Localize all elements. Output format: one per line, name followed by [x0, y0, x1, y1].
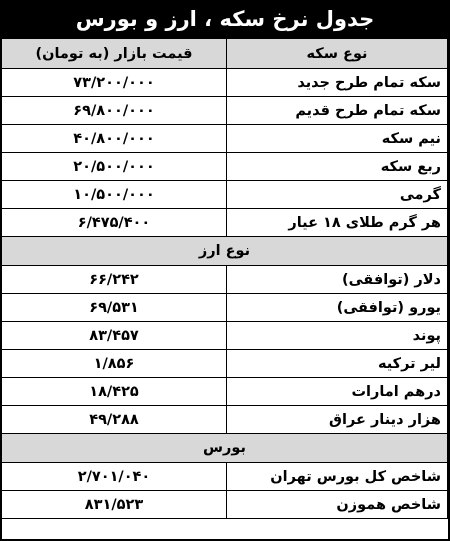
row-name: دلار (توافقی)	[227, 266, 448, 294]
currency-section-header	[2, 237, 448, 266]
row-value: ۶۶/۲۴۲	[2, 266, 227, 294]
table-row	[2, 294, 448, 322]
row-value: ۸۳۱/۵۲۳	[2, 491, 227, 519]
table-row	[2, 69, 448, 97]
table-row	[2, 181, 448, 209]
coin-type-header: نوع سکه	[227, 39, 448, 69]
row-value: ۷۳/۲۰۰/۰۰۰	[2, 69, 227, 97]
row-name: پوند	[227, 322, 448, 350]
row-name: هر گرم طلای ۱۸ عیار	[227, 209, 448, 237]
stock-section-header	[2, 434, 448, 463]
table-row	[2, 125, 448, 153]
row-name: یورو (توافقی)	[227, 294, 448, 322]
row-name: هزار دینار عراق	[227, 406, 448, 434]
row-value: ۱/۸۵۶	[2, 350, 227, 378]
row-name: ربع سکه	[227, 153, 448, 181]
table-row	[2, 406, 448, 434]
row-value: ۴۹/۲۸۸	[2, 406, 227, 434]
table-row	[2, 350, 448, 378]
rates-table	[1, 38, 448, 519]
row-name: لیر ترکیه	[227, 350, 448, 378]
table-row	[2, 266, 448, 294]
row-value: ۶۹/۵۳۱	[2, 294, 227, 322]
row-value: ۲۰/۵۰۰/۰۰۰	[2, 153, 227, 181]
coin-header-row	[2, 39, 448, 69]
row-name: سکه تمام طرح جدید	[227, 69, 448, 97]
row-value: ۶/۴۷۵/۴۰۰	[2, 209, 227, 237]
table-row	[2, 153, 448, 181]
currency-section-title: نوع ارز	[2, 237, 448, 266]
market-price-header: قیمت بازار (به تومان)	[2, 39, 227, 69]
stock-section-title: بورس	[2, 434, 448, 463]
table-row	[2, 209, 448, 237]
table-row	[2, 463, 448, 491]
row-name: گرمی	[227, 181, 448, 209]
row-name: شاخص کل بورس تهران	[227, 463, 448, 491]
row-value: ۱۰/۵۰۰/۰۰۰	[2, 181, 227, 209]
row-name: نیم سکه	[227, 125, 448, 153]
row-value: ۲/۷۰۱/۰۴۰	[2, 463, 227, 491]
row-name: شاخص هموزن	[227, 491, 448, 519]
row-value: ۸۳/۴۵۷	[2, 322, 227, 350]
table-row	[2, 491, 448, 519]
row-value: ۶۹/۸۰۰/۰۰۰	[2, 97, 227, 125]
row-name: درهم امارات	[227, 378, 448, 406]
table-row	[2, 322, 448, 350]
row-value: ۱۸/۴۲۵	[2, 378, 227, 406]
table-row	[2, 378, 448, 406]
table-row	[2, 97, 448, 125]
row-value: ۴۰/۸۰۰/۰۰۰	[2, 125, 227, 153]
table-title: جدول نرخ سکه ، ارز و بورس	[2, 2, 448, 38]
row-name: سکه تمام طرح قدیم	[227, 97, 448, 125]
